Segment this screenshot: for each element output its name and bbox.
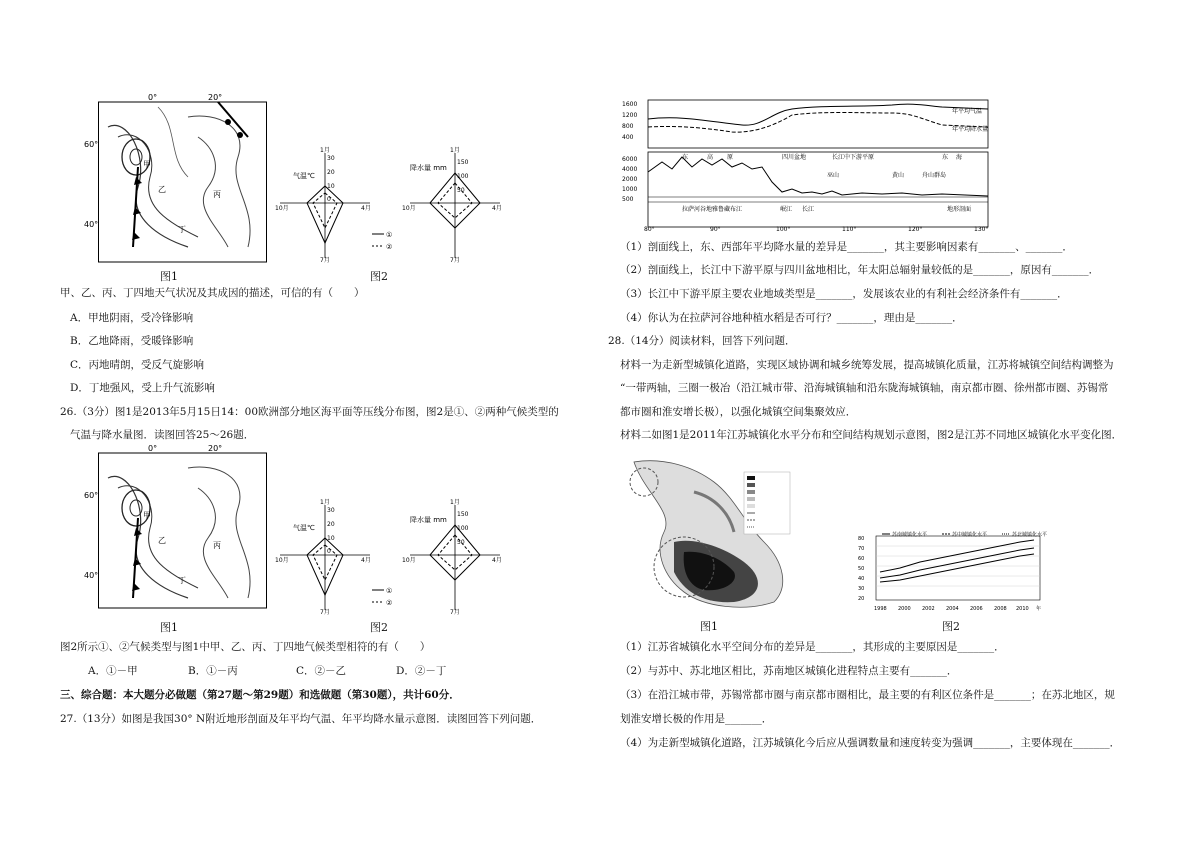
svg-text:150: 150 [457, 159, 469, 166]
svg-text:1998: 1998 [874, 606, 887, 612]
svg-text:苏北城镇化水平: 苏北城镇化水平 [1012, 532, 1048, 538]
svg-text:苏南城镇化水平: 苏南城镇化水平 [892, 532, 928, 538]
svg-text:舟山群岛: 舟山群岛 [922, 172, 947, 179]
svg-text:40°: 40° [84, 571, 99, 580]
svg-text:50: 50 [858, 566, 865, 572]
svg-text:拉萨河谷地雅鲁藏布江: 拉萨河谷地雅鲁藏布江 [682, 206, 743, 213]
q25-option-b: B．乙地降雨，受暖锋影响 [70, 335, 194, 347]
svg-text:2000: 2000 [622, 176, 638, 183]
svg-text:1月: 1月 [320, 147, 330, 154]
svg-text:②: ② [386, 599, 393, 607]
q27-item-2: （2）剖面线上，长江中下游平原与四川盆地相比，年太阳总辐射量较低的是_______，原因有_______． [620, 264, 1100, 276]
svg-text:150: 150 [457, 511, 469, 518]
svg-text:①: ① [386, 587, 393, 595]
svg-text:1000: 1000 [622, 186, 638, 193]
svg-text:80°: 80° [644, 226, 655, 233]
svg-text:20: 20 [858, 596, 865, 602]
legend-top [372, 228, 402, 256]
q27-item-3: （3）长江中下游平原主要农业地域类型是_______，发展该农业的有利社会经济条件有_______． [620, 288, 1068, 300]
temp-radar-bottom [275, 500, 375, 619]
q26-option-d: D．②－丁 [396, 665, 447, 677]
svg-text:1月: 1月 [450, 147, 460, 154]
temp-radar-top [275, 148, 375, 267]
svg-text:100: 100 [457, 525, 469, 532]
europe-map-top [84, 93, 268, 271]
urbanization-chart [856, 532, 1046, 618]
svg-text:长江: 长江 [802, 206, 815, 213]
svg-text:60°: 60° [84, 491, 99, 500]
q28-heading: 28.（14分）阅读材料，回答下列问题． [608, 335, 796, 347]
svg-text:7月: 7月 [450, 257, 460, 264]
svg-text:400: 400 [622, 134, 634, 141]
svg-text:地形剖面: 地形剖面 [947, 206, 972, 213]
svg-text:1200: 1200 [622, 112, 638, 119]
svg-text:100°: 100° [776, 226, 791, 233]
q27-item-4: （4）你认为在拉萨河谷地种植水稻是否可行？_______，理由是_______． [620, 312, 963, 324]
svg-text:乙: 乙 [158, 536, 166, 545]
svg-text:2004: 2004 [946, 606, 959, 612]
svg-text:气温℃: 气温℃ [293, 524, 315, 532]
svg-text:甲: 甲 [143, 511, 151, 520]
map-mark-bing: 丙 [213, 190, 221, 199]
svg-text:东: 东 [682, 154, 689, 161]
q28-item-1: （1）江苏省城镇化水平空间分布的差异是_______，其形成的主要原因是_______． [620, 641, 1005, 653]
svg-text:20°: 20° [208, 444, 223, 453]
urbanization-legend [882, 524, 1062, 543]
svg-text:②: ② [386, 243, 393, 251]
svg-text:80: 80 [858, 536, 865, 542]
q28-material1-line3: 都市圈和淮安增长极），以强化城镇空间集聚效应． [620, 406, 857, 418]
svg-text:100: 100 [457, 173, 469, 180]
svg-text:2008: 2008 [994, 606, 1007, 612]
map-lon-20: 20° [208, 93, 223, 102]
svg-text:4月: 4月 [492, 205, 502, 212]
svg-text:60: 60 [858, 556, 865, 562]
q28-material1-line1: 材料一为走新型城镇化道路，实现区域协调和城乡统筹发展，提高城镇化质量，江苏将城镇空间结构调整为 [620, 359, 1114, 371]
svg-text:4月: 4月 [492, 557, 502, 564]
svg-text:10月: 10月 [275, 557, 289, 564]
q26-option-b: B．①－丙 [188, 665, 238, 677]
svg-text:40: 40 [858, 576, 865, 582]
svg-text:10月: 10月 [402, 205, 416, 212]
svg-text:7月: 7月 [450, 609, 460, 616]
q26-stem: 图2所示①、②气候类型与图1中甲、乙、丙、丁四地气候类型相符的有（ ） [60, 641, 431, 653]
q26-option-c: C．②－乙 [296, 665, 347, 677]
svg-text:7月: 7月 [320, 257, 330, 264]
svg-text:①: ① [386, 231, 393, 239]
svg-text:500: 500 [622, 196, 634, 203]
svg-text:10: 10 [327, 183, 335, 190]
svg-text:120°: 120° [908, 226, 923, 233]
q26-intro-1: 26.（3分）图1是2013年5月15日14：00欧洲部分地区海平面等压线分布图，图2是①、②两种气候类型的 [60, 406, 559, 418]
svg-text:巫山: 巫山 [827, 172, 840, 179]
q25-option-d: D．丁地强风，受上升气流影响 [70, 382, 215, 394]
svg-text:1月: 1月 [320, 499, 330, 506]
q28-material1-line2: “一带两轴，三圈一极冶（沿江城市带、沿海城镇轴和沿东陇海城镇轴，南京都市圈、徐州都市圈、苏锡常 [620, 382, 1109, 394]
europe-map-bottom [84, 444, 268, 617]
q27-item-1: （1）剖面线上，东、西部年平均降水量的差异是_______，其主要影响因素有_______、_______． [620, 241, 1073, 253]
jiangsu-fig1-label: 图1 [700, 620, 718, 633]
svg-text:4000: 4000 [622, 166, 638, 173]
jiangsu-map [624, 452, 794, 618]
svg-text:20: 20 [327, 169, 335, 176]
svg-text:长江中下游平原: 长江中下游平原 [832, 154, 875, 161]
svg-text:丁: 丁 [178, 576, 186, 585]
svg-text:30: 30 [327, 507, 335, 514]
fig1-label-top: 图1 [160, 270, 178, 283]
svg-text:10月: 10月 [402, 557, 416, 564]
q28-item-3-cont: 划淮安增长极的作用是_______． [620, 713, 773, 725]
svg-text:海: 海 [956, 154, 963, 161]
map-mark-jia: 甲 [143, 160, 151, 169]
svg-text:800: 800 [622, 123, 634, 130]
terrain-profile-figure [622, 97, 1000, 236]
q28-item-2: （2）与苏中、苏北地区相比，苏南地区城镇化进程特点主要有_______． [620, 665, 958, 677]
svg-text:30: 30 [858, 586, 865, 592]
svg-text:2006: 2006 [970, 606, 983, 612]
urbanization-fig2-label: 图2 [942, 620, 960, 633]
svg-text:110°: 110° [842, 226, 857, 233]
svg-text:2000: 2000 [898, 606, 911, 612]
section3-heading: 三、综合题：本大题分必做题（第27题～第29题）和选做题（第30题），共计60分． [60, 689, 460, 701]
svg-text:高: 高 [707, 154, 714, 161]
q28-item-3: （3）在沿江城市带，苏锡常都市圈与南京都市圈相比，最主要的有利区位条件是_______；在苏北地区，规 [620, 689, 1115, 701]
legend-bottom [372, 584, 402, 612]
svg-text:降水量 mm: 降水量 mm [410, 164, 447, 172]
q28-material2: 材料二如图1是2011年江苏城镇化水平分布和空间结构规划示意图，图2是江苏不同地区城镇化水平变化图． [620, 429, 1123, 441]
svg-text:0°: 0° [148, 444, 158, 453]
svg-text:0: 0 [327, 196, 331, 203]
svg-text:四川盆地: 四川盆地 [782, 154, 807, 161]
q27-intro: 27.（13分）如图是我国30° N附近地形剖面及年平均气温、年平均降水量示意图．读图回答下列问题． [60, 713, 542, 725]
q25-stem: 甲、乙、丙、丁四地天气状况及其成因的描述，可信的有（ ） [60, 287, 365, 299]
svg-text:4月: 4月 [361, 557, 371, 564]
svg-text:10月: 10月 [275, 205, 289, 212]
map-lat-60: 60° [84, 140, 99, 149]
svg-text:2010: 2010 [1016, 606, 1029, 612]
svg-text:1600: 1600 [622, 101, 638, 108]
svg-text:50: 50 [457, 539, 465, 546]
q25-option-c: C．丙地晴朗，受反气旋影响 [70, 359, 205, 371]
q26-option-a: A．①－甲 [88, 665, 138, 677]
svg-text:90°: 90° [710, 226, 721, 233]
svg-text:2002: 2002 [922, 606, 935, 612]
svg-text:0: 0 [327, 548, 331, 555]
fig2-label-bottom: 图2 [370, 621, 388, 634]
svg-text:10: 10 [327, 535, 335, 542]
svg-text:30: 30 [327, 155, 335, 162]
svg-text:年: 年 [1036, 606, 1042, 612]
fig1-label-bottom: 图1 [160, 621, 178, 634]
q25-option-a: A．甲地阴雨，受冷锋影响 [70, 312, 194, 324]
map-lat-40: 40° [84, 220, 99, 229]
map-lon-0: 0° [148, 93, 158, 102]
svg-text:6000: 6000 [622, 156, 638, 163]
q28-item-4: （4）为走新型城镇化道路，江苏城镇化今后应从强调数量和速度转变为强调_______，主要体现在_______． [620, 737, 1121, 749]
temp-axis-label: 气温℃ [293, 172, 315, 180]
map-mark-yi: 乙 [158, 185, 166, 194]
precip-radar-bottom [400, 500, 510, 619]
svg-text:1月: 1月 [450, 499, 460, 506]
fig2-label-top: 图2 [370, 270, 388, 283]
svg-text:50: 50 [457, 187, 465, 194]
svg-text:20: 20 [327, 521, 335, 528]
svg-text:岷江: 岷江 [780, 206, 793, 213]
svg-text:70: 70 [858, 546, 865, 552]
svg-text:降水量 mm: 降水量 mm [410, 516, 447, 524]
svg-text:东: 东 [942, 154, 949, 161]
svg-text:7月: 7月 [320, 609, 330, 616]
svg-text:年平均降水量: 年平均降水量 [952, 126, 989, 133]
q26-intro-2: 气温与降水量图．读图回答25～26题． [70, 429, 255, 441]
precip-radar-top [400, 148, 510, 267]
svg-text:黄山: 黄山 [892, 172, 905, 179]
svg-text:丙: 丙 [213, 541, 221, 550]
svg-text:130°: 130° [974, 226, 989, 233]
svg-text:苏中城镇化水平: 苏中城镇化水平 [952, 532, 988, 538]
map-mark-ding: 丁 [178, 225, 186, 234]
svg-text:原: 原 [727, 154, 734, 161]
svg-text:年平均气温: 年平均气温 [952, 108, 983, 115]
svg-text:4月: 4月 [361, 205, 371, 212]
